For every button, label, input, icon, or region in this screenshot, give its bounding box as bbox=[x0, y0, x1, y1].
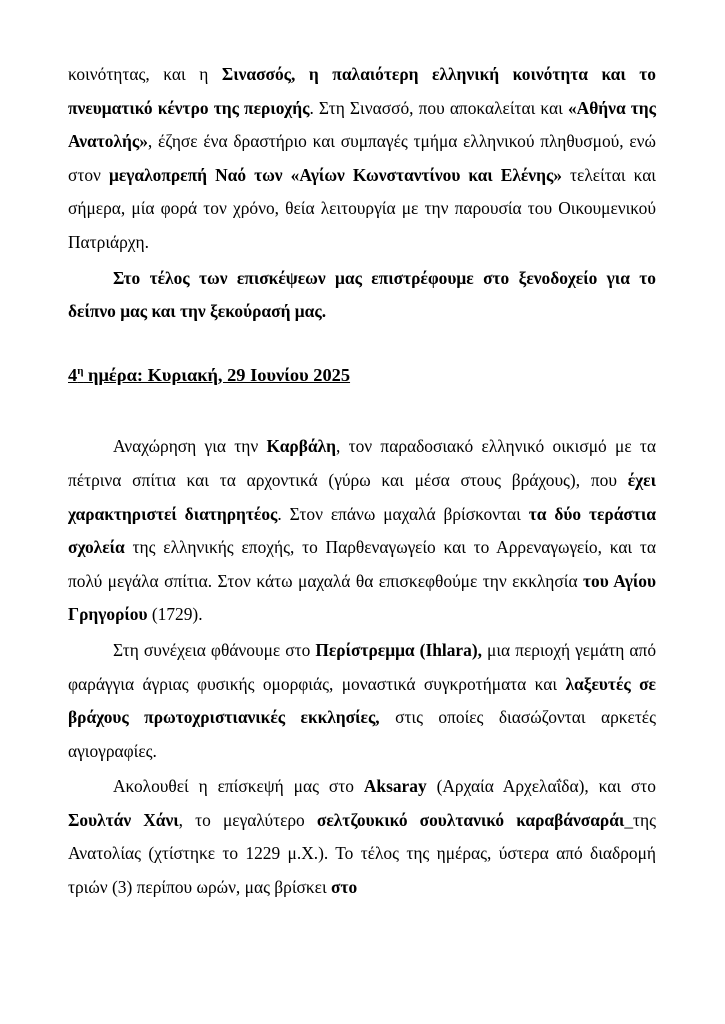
text-run: . Στον επάνω μαχαλά βρίσκονται bbox=[277, 503, 529, 524]
bold-run: «Αθήνα της Ανατολής» bbox=[68, 97, 657, 152]
text-run: Αναχώρηση για την bbox=[113, 436, 267, 457]
bold-run: τα δύο τεράστια σχολεία bbox=[68, 503, 656, 558]
text-run: μια περιοχή γεμάτη από φαράγγια άγριας φυσικής ομορφιάς, μοναστικά συγκροτήματα και bbox=[68, 639, 657, 694]
bold-run: του Αγίου Γρηγορίου bbox=[68, 570, 656, 625]
bold-run: Καρβάλη bbox=[266, 436, 336, 457]
day-4-heading bbox=[68, 359, 656, 393]
heading-ordinal-suffix: η bbox=[77, 364, 84, 377]
underscore-run: _ bbox=[624, 809, 634, 830]
paragraph-ihlara bbox=[68, 634, 656, 768]
bold-run: στο bbox=[330, 877, 358, 898]
bold-run: μεγαλοπρεπή Ναό των «Αγίων Κωνσταντίνου και Ελένης» bbox=[108, 164, 562, 185]
text-run: Στη συνέχεια φθάνουμε στο bbox=[113, 639, 316, 660]
bold-run: λαξευτές σε βράχους πρωτοχριστιανικές εκκλησίες, bbox=[68, 673, 656, 728]
text-run: Ακολουθεί η επίσκεψή μας στο bbox=[113, 776, 364, 797]
bold-run: σελτζουκικό σουλτανικό καραβάνσαράι bbox=[316, 809, 625, 830]
text-run: , τον παραδοσιακό ελληνικό οικισμό με τα πέτρινα σπίτια και τα αρχοντικά (γύρω και μέσα στους βράχους), που bbox=[68, 436, 656, 490]
text-run: κοινότητας, και η bbox=[68, 64, 222, 84]
text-run: τελείται και σήμερα, μία φορά τον χρόνο, θεία λειτουργία με την παρουσία του Οικουμενικού Πατριάρχη. bbox=[68, 164, 656, 252]
text-run: της ελληνικής εποχής, το Παρθεναγωγείο και το Αρρεναγωγείο, και τα πολύ μεγάλα σπίτια. Στον κάτω μαχαλά θα επισκεφθούμε την εκκλησία bbox=[68, 537, 656, 591]
heading-text: ημέρα: Κυριακή, 29 Ιουνίου 2025 bbox=[83, 364, 351, 385]
bold-run: Σινασσός, η παλαιότερη ελληνική κοινότητα και το πνευματικό κέντρο της περιοχής bbox=[68, 64, 656, 118]
text-run: στις οποίες διασώζονται αρκετές αγιογραφίες. bbox=[68, 707, 656, 761]
bold-run: Σουλτάν Χάνι bbox=[68, 809, 179, 830]
heading-day-number: 4 bbox=[68, 364, 78, 385]
bold-run: Στο τέλος των επισκέψεων μας επιστρέφουμε στο ξενοδοχείο για το δείπνο μας και την ξεκούρασή μας. bbox=[68, 267, 656, 322]
text-run: . Στη Σινασσό, που αποκαλείται και bbox=[309, 97, 568, 118]
text-run: , το μεγαλύτερο bbox=[178, 809, 317, 830]
paragraph-karvali bbox=[68, 430, 656, 632]
bold-run: Περίστρεμμα (Ihlara), bbox=[315, 639, 482, 660]
text-run: (1729). bbox=[147, 604, 203, 625]
bold-run: Aksaray bbox=[363, 776, 427, 797]
paragraph-aksaray bbox=[68, 770, 656, 904]
text-run: της Ανατολίας (χτίστηκε το 1229 μ.Χ.). Το τέλος της ημέρας, ύστερα από διαδρομή τριών (3) περίπου ωρών, μας βρίσκει bbox=[68, 809, 656, 898]
paragraph-return-hotel bbox=[68, 262, 656, 329]
document-page bbox=[68, 58, 656, 905]
paragraph-sinassos bbox=[68, 58, 656, 260]
text-run: (Αρχαία Αρχελαΐδα), και στο bbox=[426, 776, 656, 797]
bold-run: έχει χαρακτηριστεί διατηρητέος bbox=[68, 469, 656, 524]
text-run: , έζησε ένα δραστήριο και συμπαγές τμήμα ελληνικού πληθυσμού, ενώ στον bbox=[68, 131, 656, 185]
